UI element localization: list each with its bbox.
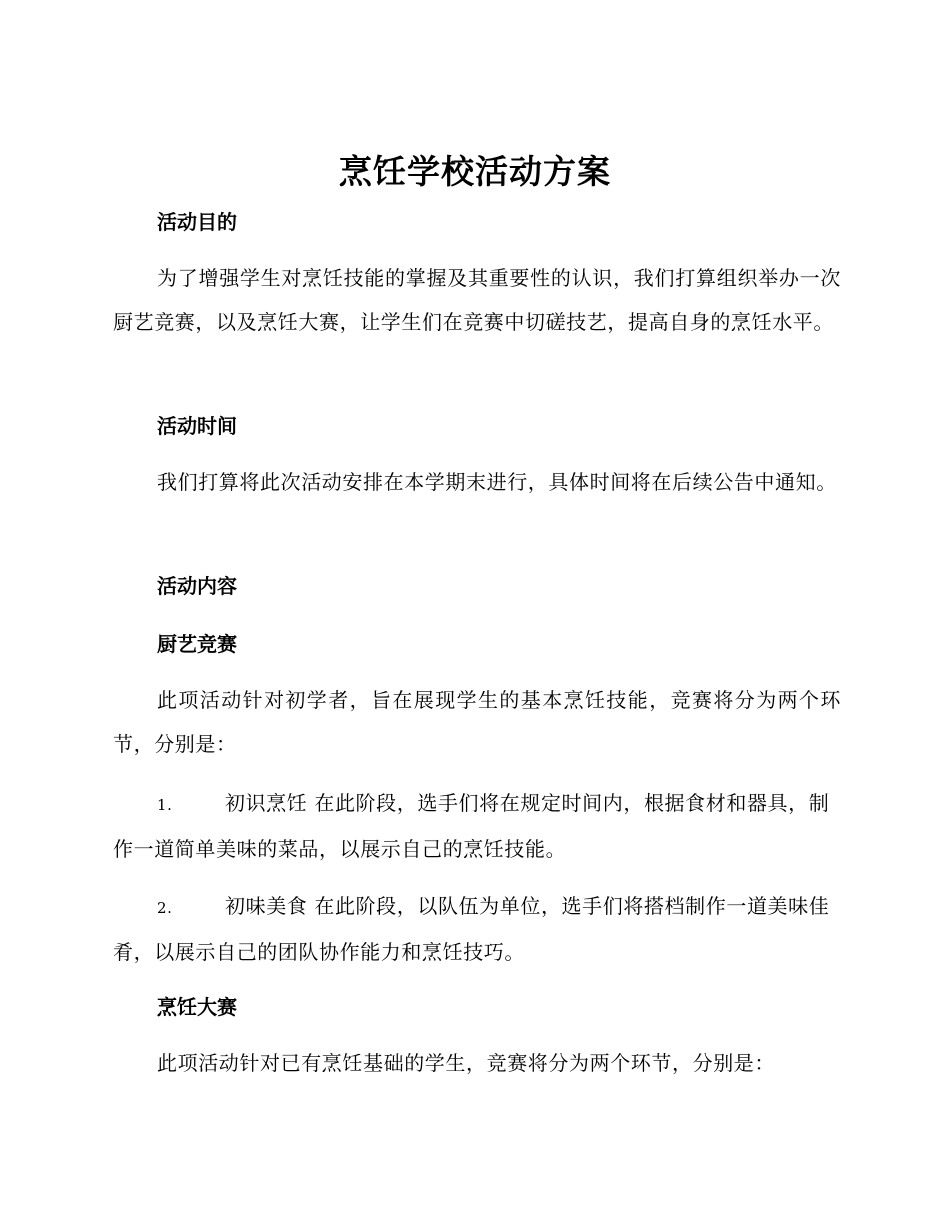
- section-heading-time: 活动时间: [157, 414, 237, 438]
- list-item-number: 1.: [157, 796, 173, 814]
- section-heading-content: 活动内容: [157, 574, 237, 598]
- list-item: [113, 884, 841, 974]
- paragraph-purpose: 为了增强学生对烹饪技能的掌握及其重要性的认识，我们打算组织举办一次厨艺竞赛，以及烹饪大赛，让学生们在竞赛中切磋技艺，提高自身的烹饪水平。: [113, 266, 841, 334]
- subsection-heading-cooking-contest: 厨艺竞赛: [157, 632, 237, 656]
- subsection-heading-grand-contest: 烹饪大赛: [157, 995, 237, 1019]
- list-item-text: 初识烹饪 在此阶段，选手们将在规定时间内，根据食材和器具，制作一道简单美味的菜品，以展示自己的烹饪技能。: [113, 791, 830, 861]
- paragraph-time: 我们打算将此次活动安排在本学期末进行，具体时间将在后续公告中通知。: [157, 470, 837, 494]
- list-item-text: 初味美食 在此阶段，以队伍为单位，选手们将搭档制作一道美味佳肴，以展示自己的团队协作能力和烹饪技巧。: [113, 894, 830, 964]
- list-item-number: 2.: [157, 899, 173, 917]
- paragraph-cooking-contest: 此项活动针对初学者，旨在展现学生的基本烹饪技能，竞赛将分为两个环节，分别是：: [113, 688, 841, 756]
- paragraph-grand-contest: 此项活动针对已有烹饪基础的学生，竞赛将分为两个环节，分别是：: [157, 1051, 775, 1075]
- section-heading-purpose: 活动目的: [157, 210, 237, 234]
- list-item: [113, 781, 841, 871]
- document-title: 烹饪学校活动方案: [339, 152, 611, 191]
